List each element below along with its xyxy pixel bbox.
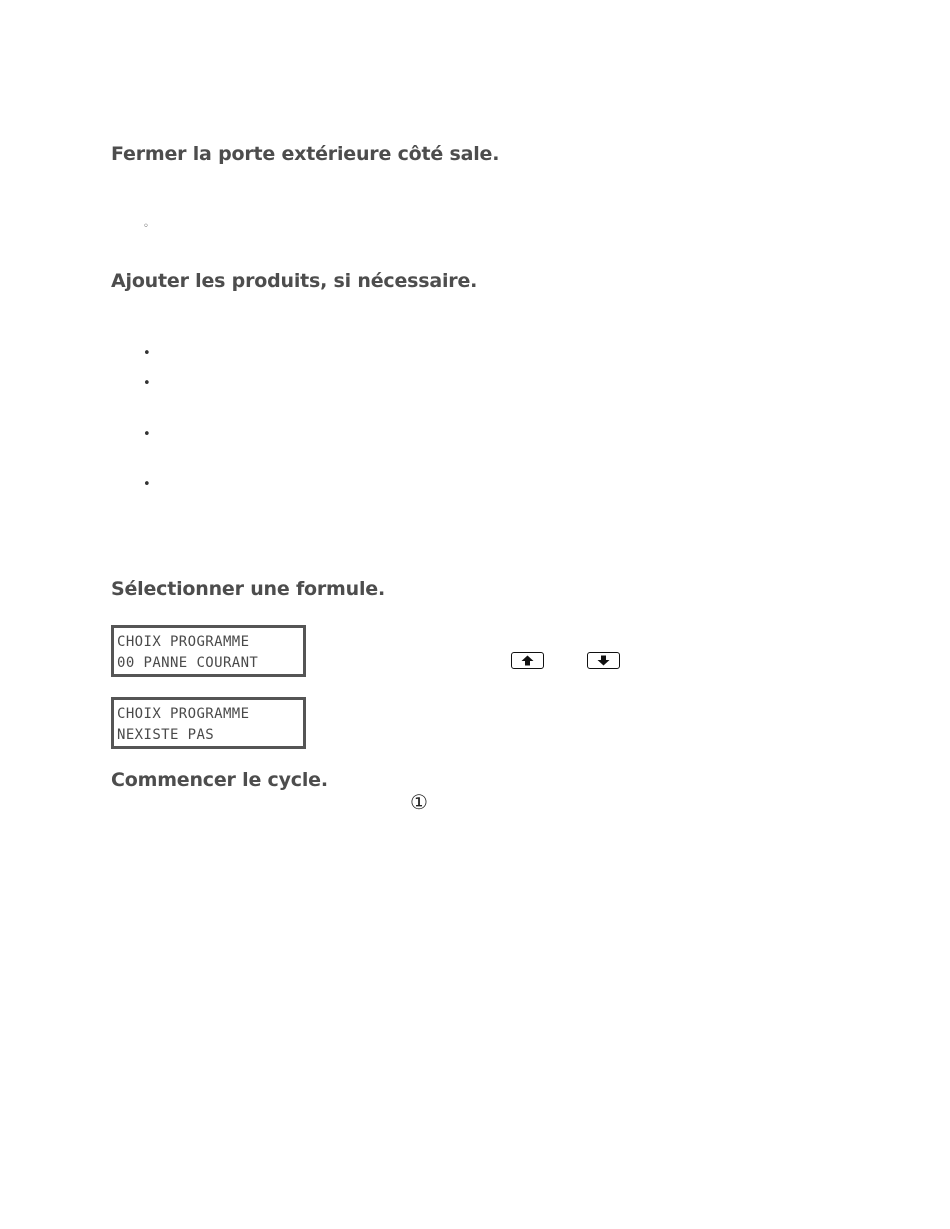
up-arrow-key <box>511 652 544 669</box>
lcd-display-program-not-found <box>111 697 306 749</box>
start-key-icon: ① <box>410 790 428 814</box>
lcd-line-2: 00 PANNE COURANT <box>117 655 259 671</box>
bullet-marker: • <box>143 376 151 391</box>
heading-select-formula: Sélectionner une formule. <box>111 578 385 600</box>
lcd-line-1: CHOIX PROGRAMME <box>117 706 250 722</box>
lcd-line-2: NEXISTE PAS <box>117 727 215 743</box>
lcd-line-1: CHOIX PROGRAMME <box>117 634 250 650</box>
heading-add-products: Ajouter les produits, si nécessaire. <box>111 270 478 292</box>
down-arrow-icon <box>588 653 619 668</box>
down-arrow-key <box>587 652 620 669</box>
bullet-marker: • <box>143 346 151 361</box>
bullet-marker: • <box>143 477 151 492</box>
bullet-marker: • <box>143 427 151 442</box>
heading-close-door: Fermer la porte extérieure côté sale. <box>111 143 500 165</box>
lcd-display-power-failure <box>111 625 306 677</box>
up-arrow-icon <box>512 653 543 668</box>
sub-bullet-marker: ◦ <box>143 221 149 232</box>
heading-start-cycle: Commencer le cycle. <box>111 769 328 791</box>
